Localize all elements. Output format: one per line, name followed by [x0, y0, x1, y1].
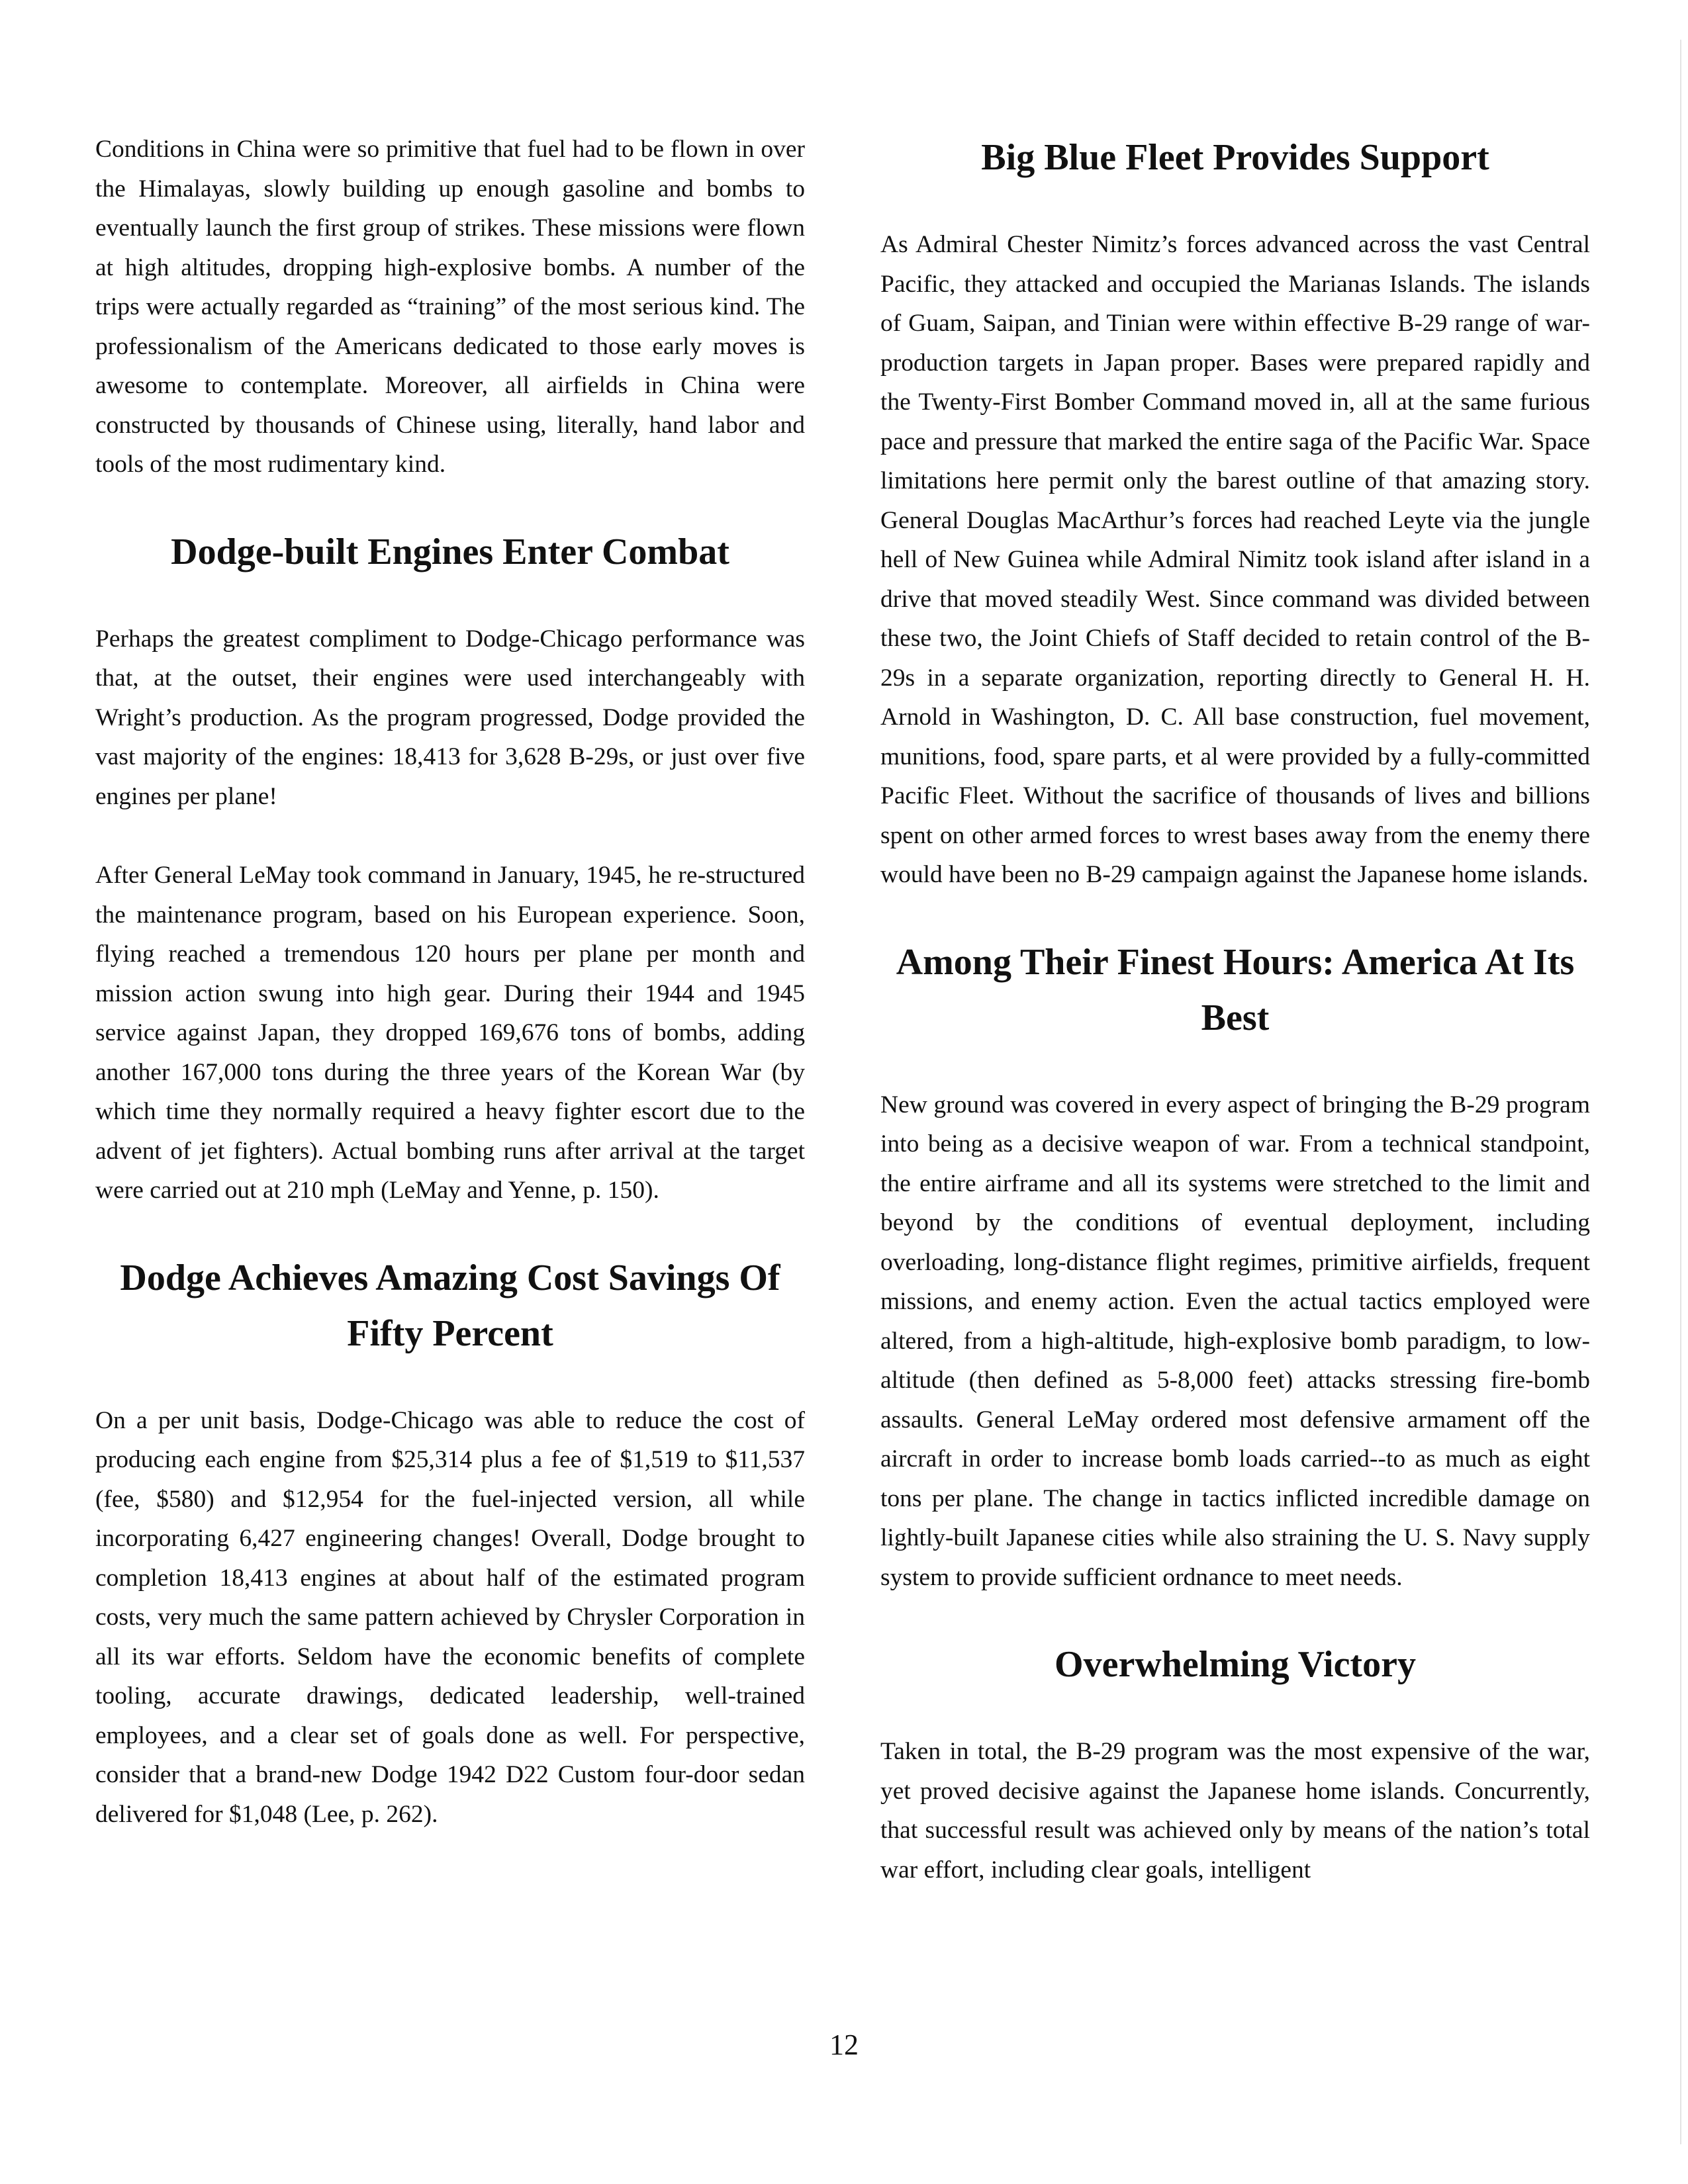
paragraph-nimitz-forces: As Admiral Chester Nimitz’s forces advanced across the vast Central Pacific, they attacked and occupied the Marianas Islands. The islands of Guam, Saipan, and Tinian were within effective B-29 range of war-production targets in Japan proper. Bases were prepared rapidly and the Twenty-First Bomber Command moved in, all at the same furious pace and pressure that marked the entire saga of the Pacific War. Space limitations here permit only the barest outline of that amazing story. General Douglas MacArthur’s forces had reached Leyte via the jungle hell of New Guinea while Admiral Nimitz took island after island in a drive that moved steadily West. Since command was divided between these two, the Joint Chiefs of Staff decided to retain control of the B-29s in a separate organization, reporting directly to General H. H. Arnold in Washington, D. C. All base construction, fuel movement, munitions, food, spare parts, et al were provided by a fully-committed Pacific Fleet. Without the sacrifice of thousands of lives and billions spent on other armed forces to wrest bases away from the enemy there would have been no B-29 campaign against the Japanese home islands.: [880, 231, 1590, 888]
spacer: [95, 484, 805, 524]
spacer: [95, 816, 805, 856]
paragraph-new-ground: New ground was covered in every aspect of bringing the B-29 program into being as a decisive weapon of war. From a technical standpoint, the entire airframe and all its systems were stretched to the limit and beyond by the conditions of eventual deployment, including overloading, long-distance flight regimes, primitive airfields, frequent missions, and enemy action. Even the actual tactics employed were altered, from a high-altitude, high-explosive bomb paradigm, to low-altitude (then defined as 5-8,000 feet) attacks stressing fire-bomb assaults. General LeMay ordered most defensive armament off the aircraft in order to increase bomb loads carried--to as much as eight tons per plane. The change in tactics inflicted incredible damage on lightly-built Japanese cities while also straining the U. S. Navy supply system to provide sufficient ordnance to meet needs.: [880, 1091, 1590, 1591]
paragraph-per-unit-costs: On a per unit basis, Dodge-Chicago was able to reduce the cost of producing each engine from $25,314 plus a fee of $1,519 to $11,537 (fee, $580) and $12,954 for the fuel-injected version, all while incorporating 6,427 engineering changes! Overall, Dodge brought to completion 18,413 engines at about half of the estimated program costs, very much the same pattern achieved by Chrysler Corporation in all its war efforts. Seldom have the economic benefits of complete tooling, accurate drawings, dedicated leadership, well-trained employees, and a clear set of goals done as well. For perspective, consider that a brand-new Dodge 1942 D22 Custom four-door sedan delivered for $1,048 (Lee, p. 262).: [95, 1406, 805, 1828]
spacer: [880, 1597, 1590, 1637]
paragraph-lemay-command: After General LeMay took command in January, 1945, he re-structured the maintenance program, based on his European experience. Soon, flying reached a tremendous 120 hours per plane per month and mission action swung into high gear. During their 1944 and 1945 service against Japan, they dropped 169,676 tons of bombs, adding another 167,000 tons during the three years of the Korean War (by which time they normally required a heavy fighter escort due to the advent of jet fighters). Actual bombing runs after arrival at the target were carried out at 210 mph (LeMay and Yenne, p. 150).: [95, 862, 805, 1204]
scan-edge-line: [1680, 40, 1681, 2144]
spacer: [880, 1046, 1590, 1085]
spacer: [95, 1210, 805, 1250]
spacer: [880, 1692, 1590, 1732]
page-number: 12: [829, 2028, 859, 2061]
paragraph-china-conditions: Conditions in China were so primitive that fuel had to be flown in over the Himalayas, slowly building up enough gasoline and bombs to eventually launch the first group of strikes. These missions were flown at high altitudes, dropping high-explosive bombs. A number of the trips were actually regarded as “training” of the most serious kind. The professionalism of the Americans dedicated to those early moves is awesome to contemplate. Moreover, all airfields in China were constructed by thousands of Chinese using, literally, hand labor and tools of the most rudimentary kind.: [95, 136, 805, 478]
spacer: [880, 895, 1590, 934]
heading-overwhelming-victory: Overwhelming Victory: [1055, 1644, 1416, 1685]
heading-finest-hours: Among Their Finest Hours: America At Its Best: [896, 941, 1575, 1038]
spacer: [880, 185, 1590, 225]
spacer: [95, 1361, 805, 1401]
heading-dodge-engines-combat: Dodge-built Engines Enter Combat: [171, 531, 729, 572]
left-column: [95, 130, 805, 1834]
heading-big-blue-fleet: Big Blue Fleet Provides Support: [981, 137, 1489, 178]
heading-dodge-cost-savings: Dodge Achieves Amazing Cost Savings Of Fifty Percent: [120, 1257, 780, 1354]
spacer: [95, 580, 805, 619]
paragraph-dodge-compliment: Perhaps the greatest compliment to Dodge-Chicago performance was that, at the outset, their engines were used interchangeably with Wright’s production. As the program progressed, Dodge provided the vast majority of the engines: 18,413 for 3,628 B-29s, or just over five engines per plane!: [95, 625, 805, 810]
paragraph-taken-in-total: Taken in total, the B-29 program was the most expensive of the war, yet proved decisive against the Japanese home islands. Concurrently, that successful result was achieved only by means of the nation’s total war effort, including clear goals, intelligent: [880, 1738, 1590, 1884]
right-column: [880, 130, 1590, 1889]
